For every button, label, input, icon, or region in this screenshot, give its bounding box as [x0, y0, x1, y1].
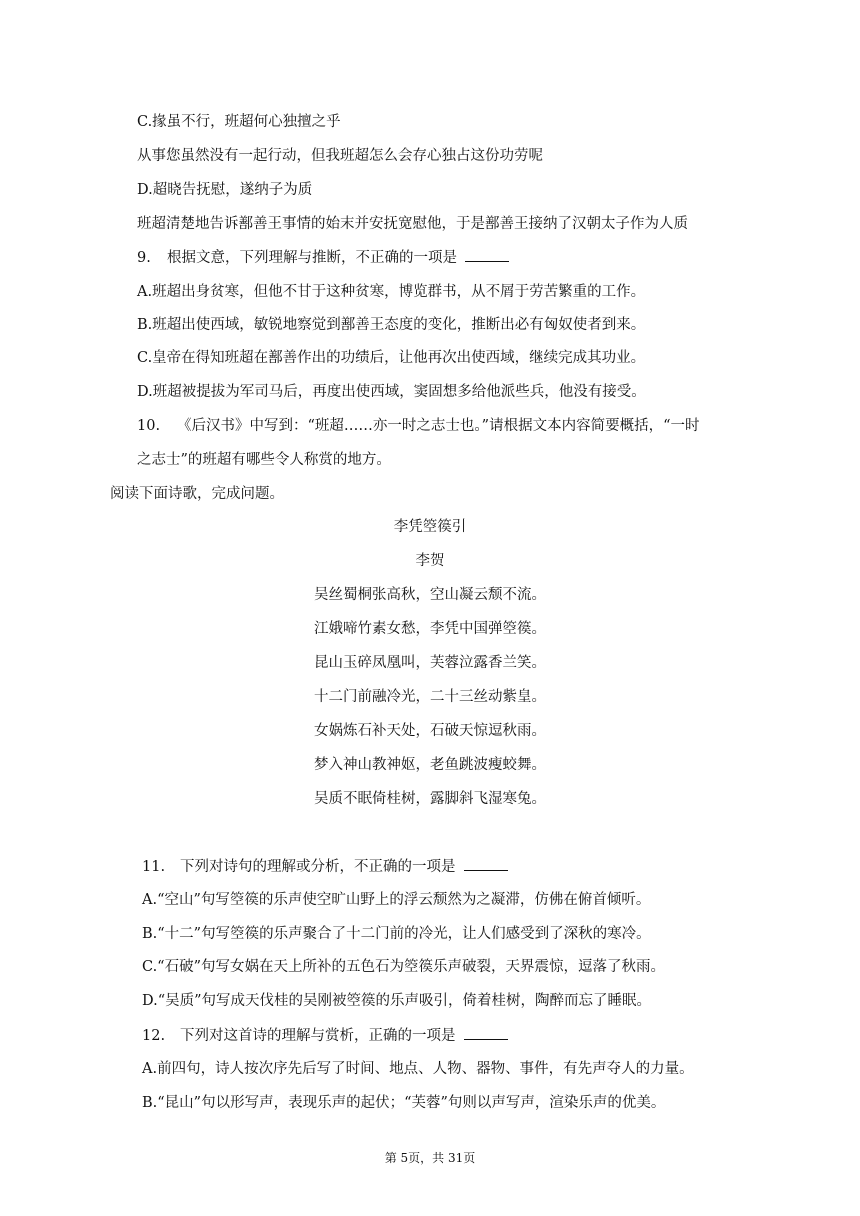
- poem-line: 女娲炼石补天处，石破天惊逗秋雨。: [314, 723, 546, 739]
- question-11-option-b: B.“十二”句写箜篌的乐声聚合了十二门前的冷光，让人们感受到了深秋的寒冷。: [142, 926, 651, 942]
- poem-line: 吴丝蜀桐张高秋，空山凝云颓不流。: [314, 587, 546, 603]
- question-number: 12.: [142, 1028, 166, 1044]
- option-d-translation: 班超清楚地告诉鄯善王事情的始末并安抚宽慰他，于是鄯善王接纳了汉朝太子作为人质: [137, 216, 688, 232]
- answer-blank[interactable]: [465, 247, 509, 262]
- question-11-stem: [142, 856, 508, 877]
- answer-blank[interactable]: [464, 1025, 508, 1040]
- answer-blank[interactable]: [464, 856, 508, 871]
- poem-title: 李凭箜篌引: [393, 519, 467, 535]
- page-footer: 第 5页，共 31页: [384, 1151, 476, 1165]
- question-number: 11.: [142, 859, 166, 875]
- question-11-option-d: D.“吴质”句写成天伐桂的吴刚被箜篌的乐声吸引，倚着桂树，陶醉而忘了睡眠。: [142, 993, 652, 1009]
- poem-line: 昆山玉碎凤凰叫，芙蓉泣露香兰笑。: [314, 655, 546, 671]
- question-9-option-a: A.班超出身贫寒，但他不甘于这种贫寒，博览群书，从不屑于劳苦繁重的工作。: [137, 284, 646, 300]
- question-text: 根据文意，下列理解与推断，不正确的一项是: [167, 250, 457, 266]
- question-number: 9.: [137, 250, 151, 266]
- reading-instruction: 阅读下面诗歌，完成问题。: [110, 486, 284, 502]
- question-12-option-b: B.“昆山”句以形写声，表现乐声的起伏；“芙蓉”句则以声写声，渲染乐声的优美。: [142, 1095, 666, 1111]
- question-9-option-d: D.班超被提拔为军司马后，再度出使西域，窦固想多给他派些兵，他没有接受。: [137, 384, 646, 400]
- poem-line: 十二门前融冷光，二十三丝动紫皇。: [314, 689, 546, 705]
- poem-author: 李贺: [415, 553, 445, 569]
- question-10-stem: [137, 416, 700, 436]
- question-12-stem: [142, 1025, 508, 1046]
- question-text: 《后汉书》中写到：“班超……亦一时之志士也。”请根据文本内容简要概括，“一时: [177, 418, 700, 434]
- poem-line: 江娥啼竹素女愁，李凭中国弹箜篌。: [314, 621, 546, 637]
- poem-line: 吴质不眠倚桂树，露脚斜飞湿寒兔。: [314, 791, 546, 807]
- question-9-stem: [137, 247, 509, 268]
- question-11-option-c: C.“石破”句写女娲在天上所补的五色石为箜篌乐声破裂，天界震惊，逗落了秋雨。: [142, 959, 666, 975]
- question-10-stem-continued: 之志士”的班超有哪些令人称赏的地方。: [137, 452, 391, 468]
- option-c-quote: C.掾虽不行，班超何心独擅之乎: [137, 114, 341, 130]
- question-text: 下列对这首诗的理解与赏析，正确的一项是: [180, 1028, 456, 1044]
- poem-line: 梦入神山教神妪，老鱼跳波瘦蛟舞。: [314, 757, 546, 773]
- question-11-option-a: A.“空山”句写箜篌的乐声使空旷山野上的浮云颓然为之凝滞，仿佛在俯首倾听。: [142, 892, 651, 908]
- question-9-option-b: B.班超出使西域，敏锐地察觉到鄯善王态度的变化，推断出必有匈奴使者到来。: [137, 317, 646, 333]
- option-c-translation: 从事您虽然没有一起行动，但我班超怎么会存心独占这份功劳呢: [137, 148, 543, 164]
- question-12-option-a: A.前四句，诗人按次序先后写了时间、地点、人物、器物、事件，有先声夺人的力量。: [142, 1061, 694, 1077]
- question-text: 下列对诗句的理解或分析，不正确的一项是: [180, 859, 456, 875]
- question-9-option-c: C.皇帝在得知班超在鄯善作出的功绩后，让他再次出使西域，继续完成其功业。: [137, 350, 646, 366]
- option-d-quote: D.超晓告抚慰，遂纳子为质: [137, 182, 313, 198]
- question-number: 10.: [137, 418, 161, 434]
